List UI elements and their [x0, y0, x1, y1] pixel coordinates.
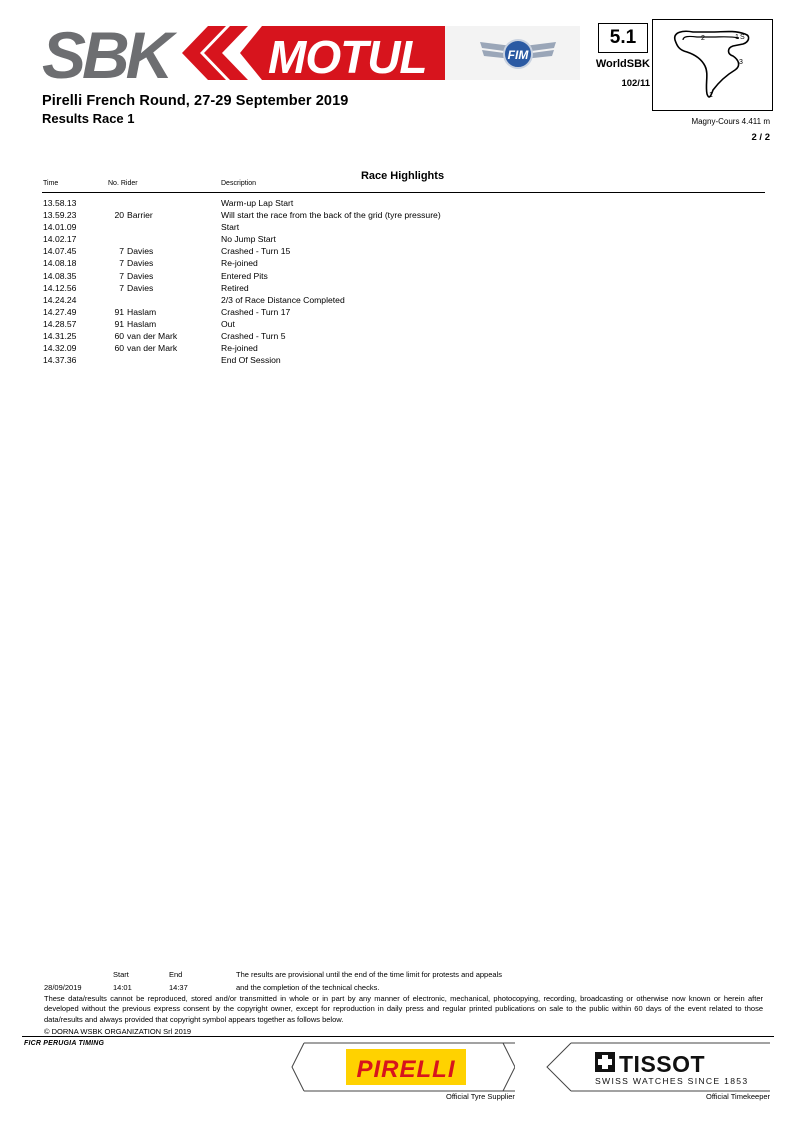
number-cell: 60: [114, 343, 124, 354]
document-code: 5.1: [598, 23, 648, 53]
description-cell: Warm-up Lap Start: [221, 198, 294, 208]
timing-brand: FICR PERUGIA TIMING: [24, 1040, 105, 1047]
time-cell: 14.32.09: [43, 343, 77, 354]
description-cell: End Of Session: [221, 355, 281, 366]
table-row: [0, 306, 799, 318]
turn-label: 2: [701, 35, 705, 42]
start-time: 14:01: [113, 983, 132, 992]
rider-cell: van der Mark: [127, 343, 178, 354]
page-subtitle: Results Race 1: [42, 111, 135, 126]
series-name: WorldSBK: [595, 58, 650, 70]
time-cell: 14.08.35: [43, 270, 77, 281]
track-map-icon: [653, 20, 772, 110]
description-cell: Start: [221, 222, 240, 233]
description-cell: Re-joined: [221, 258, 258, 269]
turn-label: 3: [739, 59, 743, 66]
table-row: [0, 209, 799, 221]
number-cell: 7: [119, 282, 124, 293]
rider-cell: Davies: [127, 258, 154, 269]
time-cell: 14.31.25: [43, 331, 77, 342]
table-row: [0, 342, 799, 354]
rider-cell: Haslam: [127, 318, 157, 329]
time-cell: 14.01.09: [43, 222, 77, 233]
description-cell: Out: [221, 318, 235, 329]
description-cell: 2/3 of Race Distance Completed: [221, 294, 345, 305]
end-time: 14:37: [169, 983, 188, 992]
rider-cell: Haslam: [127, 306, 157, 317]
pirelli-caption: Official Tyre Supplier: [446, 1092, 515, 1101]
number-cell: 7: [119, 270, 124, 281]
footer-divider: [22, 1036, 774, 1037]
time-cell: 14.12.56: [43, 282, 77, 293]
tissot-logo-text: TISSOT: [619, 1051, 706, 1077]
time-cell: 13.58.13: [43, 198, 77, 208]
description-cell: Crashed - Turn 17: [221, 306, 291, 317]
table-row: [0, 270, 799, 282]
time-cell: 13.59.23: [43, 210, 77, 221]
number-cell: 20: [114, 210, 124, 221]
description-cell: Retired: [221, 282, 249, 293]
time-cell: 14.37.36: [43, 355, 77, 366]
table-row: [0, 294, 799, 306]
table-row: [0, 330, 799, 342]
section-heading: Race Highlights: [360, 170, 445, 182]
column-header-rider: No. Rider: [108, 180, 138, 187]
table-row: [0, 245, 799, 257]
turn-label: S: [740, 34, 745, 41]
description-cell: Crashed - Turn 5: [221, 331, 286, 342]
number-cell: 7: [119, 258, 124, 269]
time-cell: 14.24.24: [43, 294, 77, 305]
highlights-table: [0, 197, 799, 366]
rider-cell: Davies: [127, 282, 154, 293]
page-title: Pirelli French Round, 27-29 September 2019: [42, 93, 349, 109]
fim-logo-text: FIM: [507, 48, 529, 62]
description-cell: Crashed - Turn 15: [221, 246, 291, 257]
table-row: [0, 354, 799, 366]
table-row: [0, 233, 799, 245]
document-number: 102/11: [621, 78, 650, 89]
number-cell: 91: [114, 318, 124, 329]
legal-notice: These data/results cannot be reproduced, stored and/or transmitted in whole or in part by any manner of electronic, mechanical, photocopying, recording, broadcasting or otherwise now known or herein after developed without the previous express consent by the copyright owner, except for reproduction in daily press and regular printed publications on sale to the public within 60 days of the event related to those data/results and always provided that copyright symbol appears together as follows below.: [44, 994, 763, 1024]
motul-logo-text: MOTUL: [268, 31, 427, 83]
start-label: Start: [113, 970, 129, 979]
turn-label: 1: [735, 34, 739, 41]
technical-checks-note: and the completion of the technical checks.: [236, 983, 380, 992]
circuit-info: Magny-Cours 4.411 m: [691, 117, 770, 126]
table-row: [0, 318, 799, 330]
column-header-description: Description: [221, 180, 257, 187]
table-row: [0, 197, 799, 209]
rider-cell: Davies: [127, 270, 154, 281]
track-map: [652, 19, 773, 111]
pirelli-logo-text: PIRELLI: [356, 1056, 456, 1083]
header-divider: [42, 192, 765, 193]
description-cell: No Jump Start: [221, 234, 276, 245]
page-number: 2 / 2: [751, 132, 770, 143]
description-cell: Re-joined: [221, 343, 258, 354]
time-cell: 14.07.45: [43, 246, 77, 257]
turn-label: 1: [709, 92, 713, 99]
tissot-tagline: SWISS WATCHES SINCE 1853: [595, 1076, 749, 1086]
rider-cell: van der Mark: [127, 331, 178, 342]
table-row: [0, 221, 799, 233]
end-label: End: [169, 970, 183, 979]
description-cell: Entered Pits: [221, 270, 268, 281]
provisional-note: The results are provisional until the end of the time limit for protests and appeals: [236, 970, 502, 979]
time-cell: 14.28.57: [43, 318, 77, 329]
results-date: 28/09/2019: [44, 983, 82, 992]
table-row: [0, 282, 799, 294]
sbk-logo-text: SBK: [42, 22, 170, 84]
time-cell: 14.27.49: [43, 306, 77, 317]
time-cell: 14.02.17: [43, 234, 77, 245]
rider-cell: Barrier: [127, 210, 153, 221]
time-cell: 14.08.18: [43, 258, 77, 269]
rider-cell: Davies: [127, 246, 154, 257]
number-cell: 7: [119, 246, 124, 257]
column-header-time: Time: [43, 180, 59, 187]
table-row: [0, 257, 799, 269]
description-cell: Will start the race from the back of the grid (tyre pressure): [221, 210, 441, 221]
copyright: © DORNA WSBK ORGANIZATION Srl 2019: [44, 1027, 192, 1036]
number-cell: 60: [114, 331, 124, 342]
tissot-caption: Official Timekeeper: [706, 1092, 771, 1101]
fim-logo: [478, 32, 558, 76]
number-cell: 91: [114, 306, 124, 317]
